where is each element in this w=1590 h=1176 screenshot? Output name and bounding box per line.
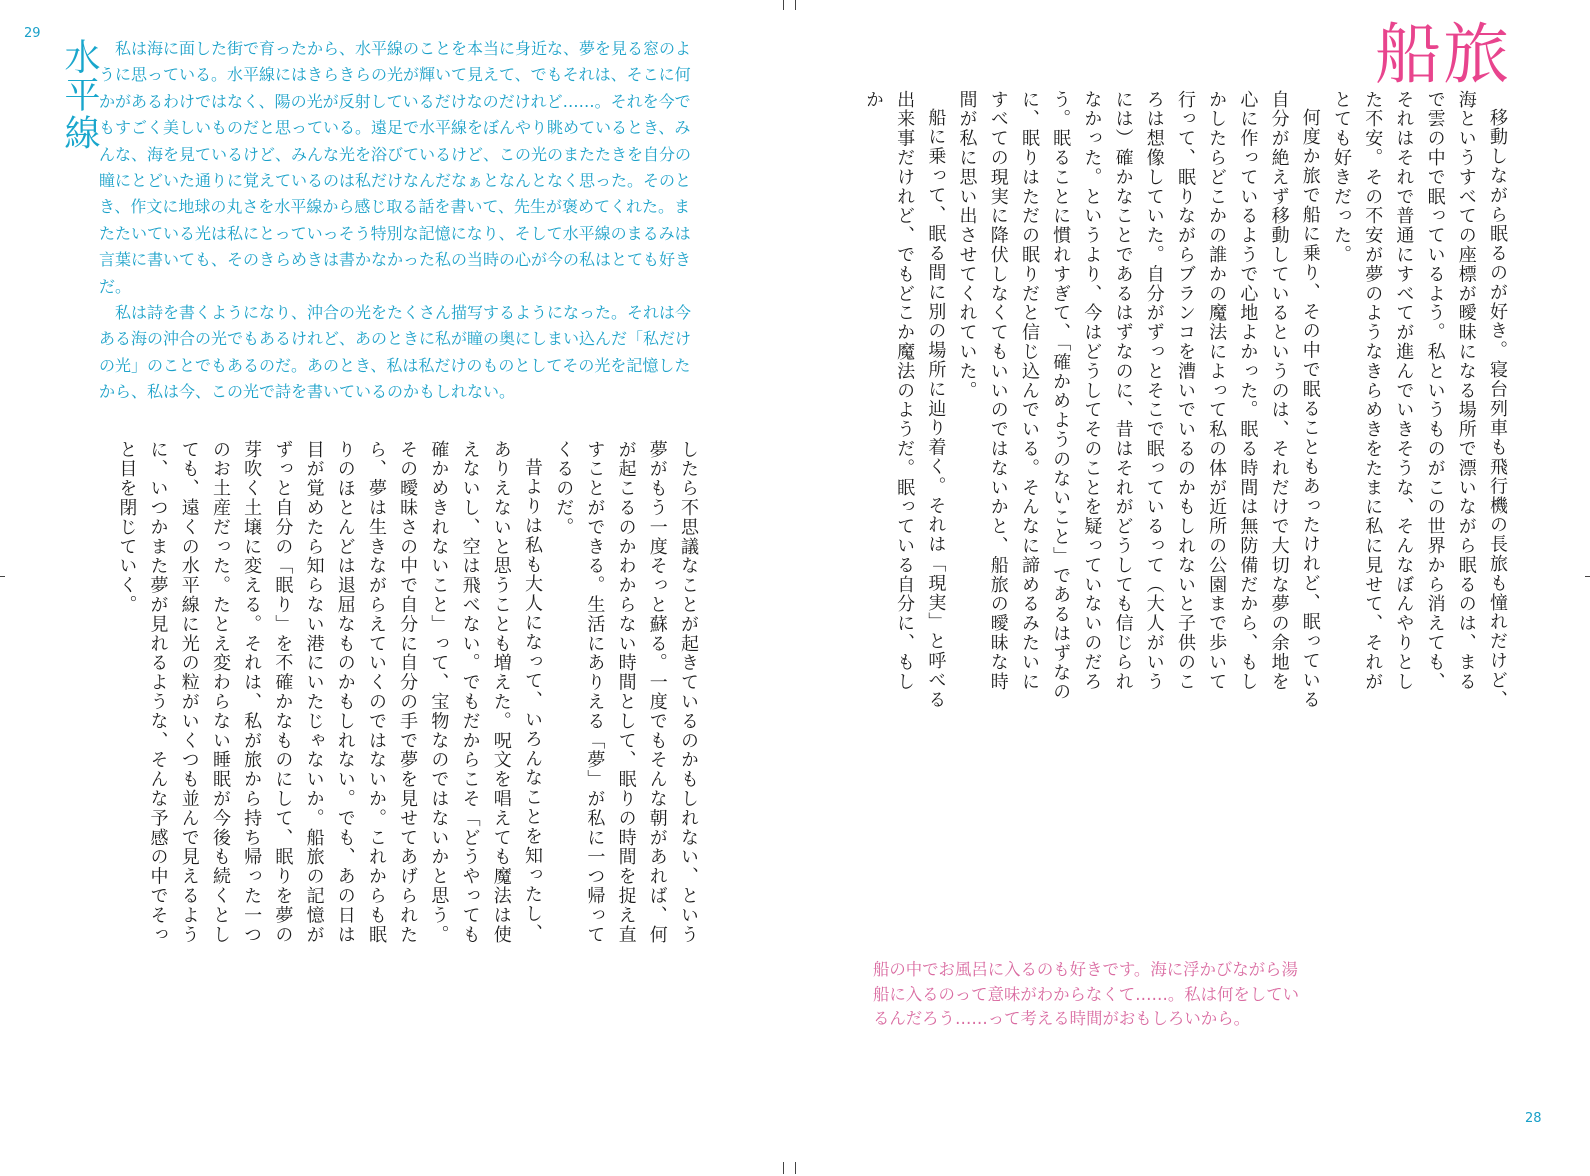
right-page — [795, 0, 1590, 1176]
crop-mark-left-top — [783, 0, 784, 10]
continuation-text — [116, 440, 704, 960]
body-text — [862, 90, 1513, 710]
crop-mark-right-top — [795, 0, 796, 10]
essay-title: 水平線 — [59, 38, 100, 152]
chapter-title: 船旅 — [1375, 16, 1511, 93]
page-number-left: 29 — [24, 26, 41, 41]
crop-mark-right-bottom — [795, 1162, 796, 1174]
continuation-paragraph: したら不思議なことが起きているのかもしれない、という夢がもう一度そっと蘇る。一度でもそんな朝があれば、何が起こるのかわからない時間として、眠りの時間を捉え直すことができる。生活にありえる「夢」が私に一つ帰ってくるのだ。 — [553, 440, 699, 945]
essay-paragraph: 私は海に面した街で育ったから、水平線のことを本当に身近な、夢を見る窓のように思っている。水平線にはきらきらの光が輝いて見えて、でもそれは、そこに何かがあるわけではなく、陽の光が反射しているだけなのだけれど……。それを今でもすごく美しいものだと思っている。遠足で水平線をぼんやり眺めているとき、みんな、海を見ているけど、みんな光を浴びているけど、この光のまたたきを自分の瞳にとどいた通りに覚えているのは私だけなんだなぁとなんとなく思った。そのとき、作文に地球の丸さを水平線から感じ取る話を書いて、先生が褒めてくれた。またたいている光は私にとっていっそう特別な記憶になり、そして水平線のまるみは言葉に書いても、そのきらめきは書かなかった私の当時の心が今の私はとても好きだ。 — [99, 39, 692, 296]
crop-mark-right-edge — [1585, 576, 1590, 577]
page-number-right: 28 — [1525, 1111, 1542, 1126]
body-paragraph: 移動しながら眠るのが好き。寝台列車も飛行機の長旅も憧れだけど、海というすべての座標が曖昧になる場所で漂いながら眠るのは、まるで雲の中で眠っているよう。私というものがこの世界から消えても、それはそれで普通にすべてが進んでいきそうな、そんなぼんやりとした不安。その不安が夢のようなきらめきをたまに私に見せて、それがとても好きだった。 — [1330, 90, 1508, 710]
continuation-paragraph: 昔よりは私も大人になって、いろんなことを知ったし、ありえないと思うことも増えた。呪文を唱えても魔法は使えないし、空は飛べない。でもだからこそ「どうやっても確かめきれないこと」って、宝物なのではないかと思う。その曖昧さの中で自分に自分の手で夢を見せてあげられたら、夢は生きながらえていくのではないか。これからも眠りのほとんどは退屈なものかもしれない。でも、あの日は目が覚めたら知らない港にいたじゃないか。船旅の記憶がずっと自分の「眠り」を不確かなものにして、眠りを夢の芽吹く土壌に変える。それは、私が旅から持ち帰った一つのお土産だった。たとえ変わらない睡眠が今後も続くとしても、遠くの水平線に光の粒がいくつも並んで見えるように、いつかまた夢が見れるような、そんな予感の中でそっと目を閉じていく。 — [116, 440, 543, 945]
crop-mark-left-edge — [0, 576, 5, 577]
crop-mark-left-bottom — [783, 1162, 784, 1174]
body-paragraph: 船に乗って、眠る間に別の場所に辿り着く。それは「現実」と呼べる出来事だけれど、でもどこか魔法のようだ。眠っている自分に、もしか — [862, 90, 947, 710]
side-note: 船の中でお風呂に入るのも好きです。海に浮かびながら湯船に入るのって意味がわからなくて……。私は何をしているんだろう……って考える時間がおもしろいから。 — [873, 960, 1299, 1029]
essay-text — [99, 36, 699, 406]
essay-paragraph: 私は詩を書くようになり、沖合の光をたくさん描写するようになった。それは今ある海の沖合の光でもあるけれど、あのときに私が瞳の奥にしまい込んだ「私だけの光」のことでもあるのだ。あのとき、私は私だけのものとしてその光を記憶したから、私は今、この光で詩を書いているのかもしれない。 — [99, 303, 692, 402]
body-paragraph: 何度か旅で船に乗り、その中で眠ることもあったけれど、眠っている自分が絶えず移動しているというのは、それだけで大切な夢の余地を心に作っているようで心地よかった。眠る時間は無防備だから、もしかしたらどこかの誰かの魔法によって私の体が近所の公園まで歩いて行って、眠りながらブランコを漕いでいるのかもしれないと子供のころは想像していた。自分がずっとそこで眠っているって（大人がいうには）確かなことであるはずなのに、昔はそれがどうしても信じられなかった。というより、今はどうしてそのことを疑っていないのだろう。眠ることに慣れすぎて、「確かめようのないこと」であるはずなのに、眠りはただの眠りだと信じ込んでいる。そんなに諦めるみたいにすべての現実に降伏しなくてもいいのではないかと、船旅の曖昧な時間が私に思い出させてくれていた。 — [956, 90, 1321, 710]
